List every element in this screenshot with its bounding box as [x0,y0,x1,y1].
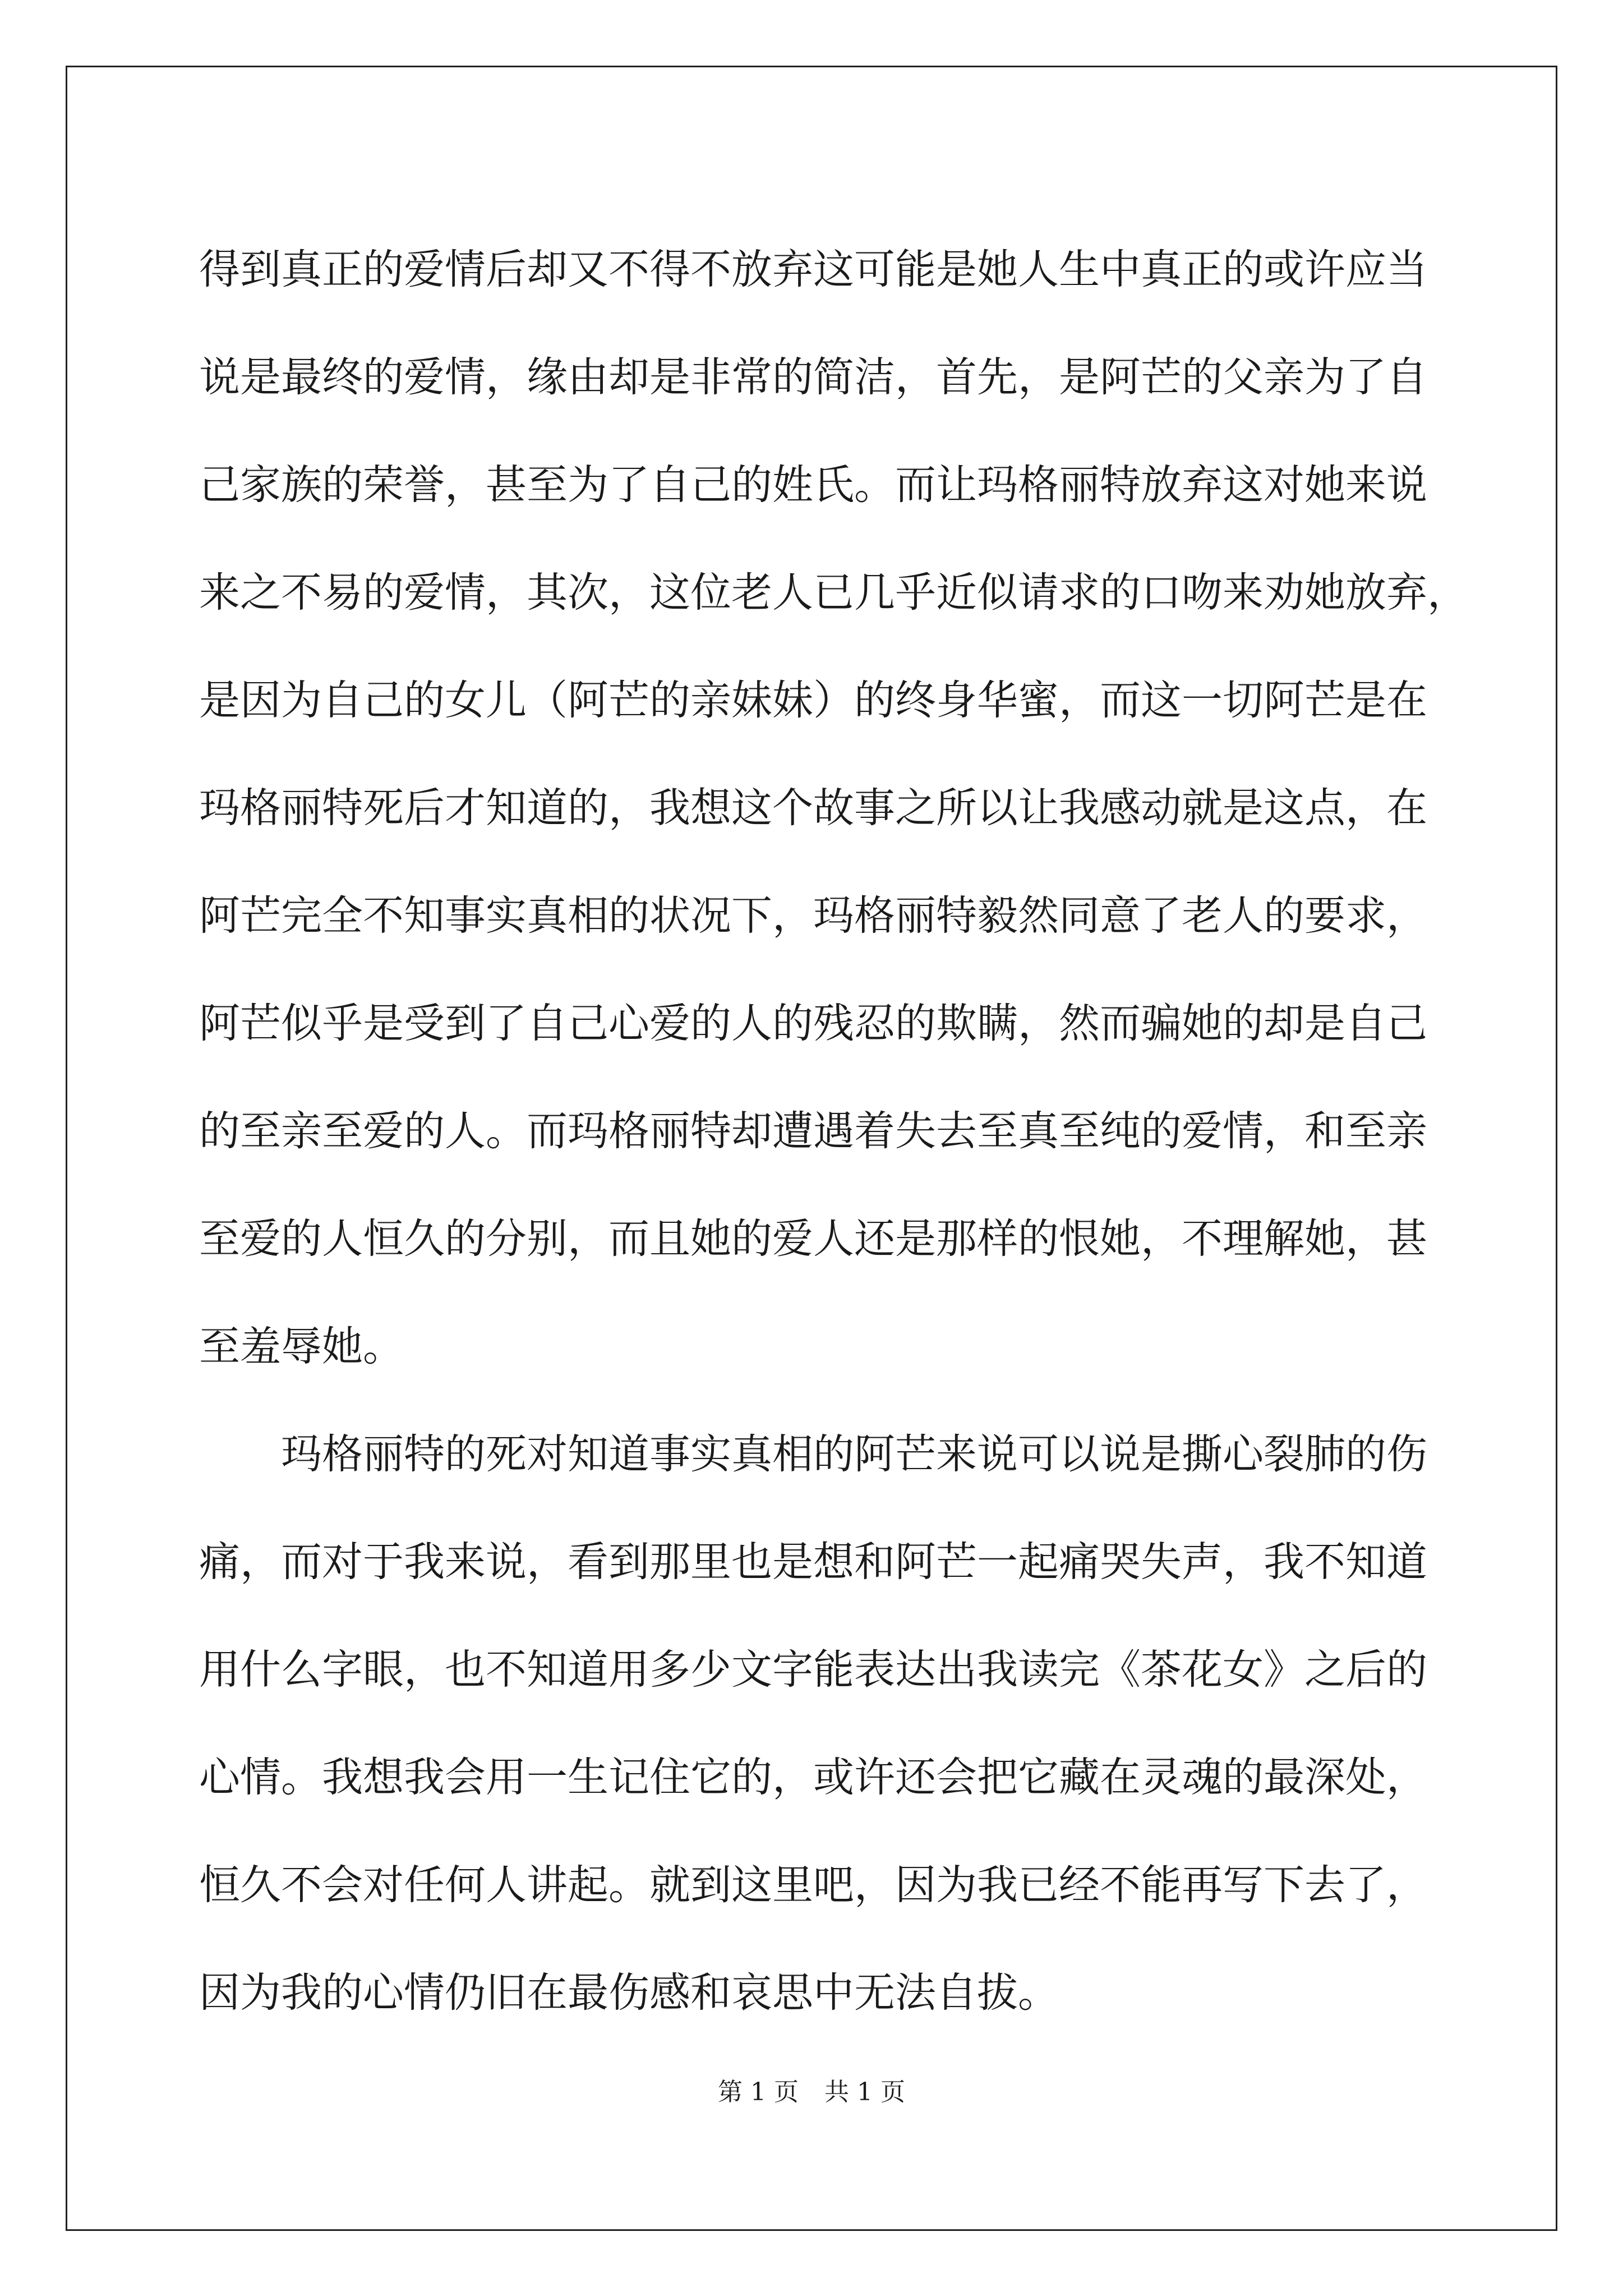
paragraph-1-line-9: 的至亲至爱的人。而玛格丽特却遭遇着失去至真至纯的爱情，和至亲 [199,1107,1427,1155]
paragraph-1-line-11: 至羞辱她。 [199,1323,404,1370]
paragraph-2-line-2: 痛，而对于我来说，看到那里也是想和阿芒一起痛哭失声，我不知道 [199,1538,1427,1586]
paragraph-2-line-6: 因为我的心情仍旧在最伤感和哀思中无法自拔。 [199,1969,1059,2017]
page-total: 共 1 页 [824,2078,905,2106]
paragraph-1-line-1: 得到真正的爱情后却又不得不放弃这可能是她人生中真正的或许应当 [199,246,1427,293]
document-body [199,216,1468,2047]
paragraph-2-line-4: 心情。我想我会用一生记住它的，或许还会把它藏在灵魂的最深处， [199,1754,1427,1801]
paragraph-1-line-6: 玛格丽特死后才知道的，我想这个故事之所以让我感动就是这点，在 [199,784,1427,832]
paragraph-1-line-5: 是因为自己的女儿（阿芒的亲妹妹）的终身华蜜，而这一切阿芒是在 [199,677,1427,724]
paragraph-1-line-8: 阿芒似乎是受到了自己心爱的人的残忍的欺瞒，然而骗她的却是自己 [199,1000,1427,1047]
paragraph-1-line-4: 来之不易的爱情，其次，这位老人已几乎近似请求的口吻来劝她放弃， [199,569,1468,616]
paragraph-1-line-7: 阿芒完全不知事实真相的状况下，玛格丽特毅然同意了老人的要求， [199,892,1427,940]
paragraph-2-line-3: 用什么字眼，也不知道用多少文字能表达出我读完《茶花女》之后的 [199,1646,1427,1694]
paragraph-1-line-10: 至爱的人恒久的分别，而且她的爱人还是那样的恨她，不理解她，甚 [199,1215,1427,1263]
paragraph-1-line-3: 己家族的荣誉，甚至为了自己的姓氏。而让玛格丽特放弃这对她来说 [199,461,1427,509]
page-footer [0,2072,1623,2108]
paragraph-2-line-1: 玛格丽特的死对知道事实真相的阿芒来说可以说是撕心裂肺的伤 [281,1430,1427,1478]
paragraph-1-line-2: 说是最终的爱情，缘由却是非常的简洁，首先，是阿芒的父亲为了自 [199,353,1427,401]
paragraph-2-line-5: 恒久不会对任何人讲起。就到这里吧，因为我已经不能再写下去了， [199,1861,1427,1909]
page-number: 第 1 页 [718,2078,799,2106]
